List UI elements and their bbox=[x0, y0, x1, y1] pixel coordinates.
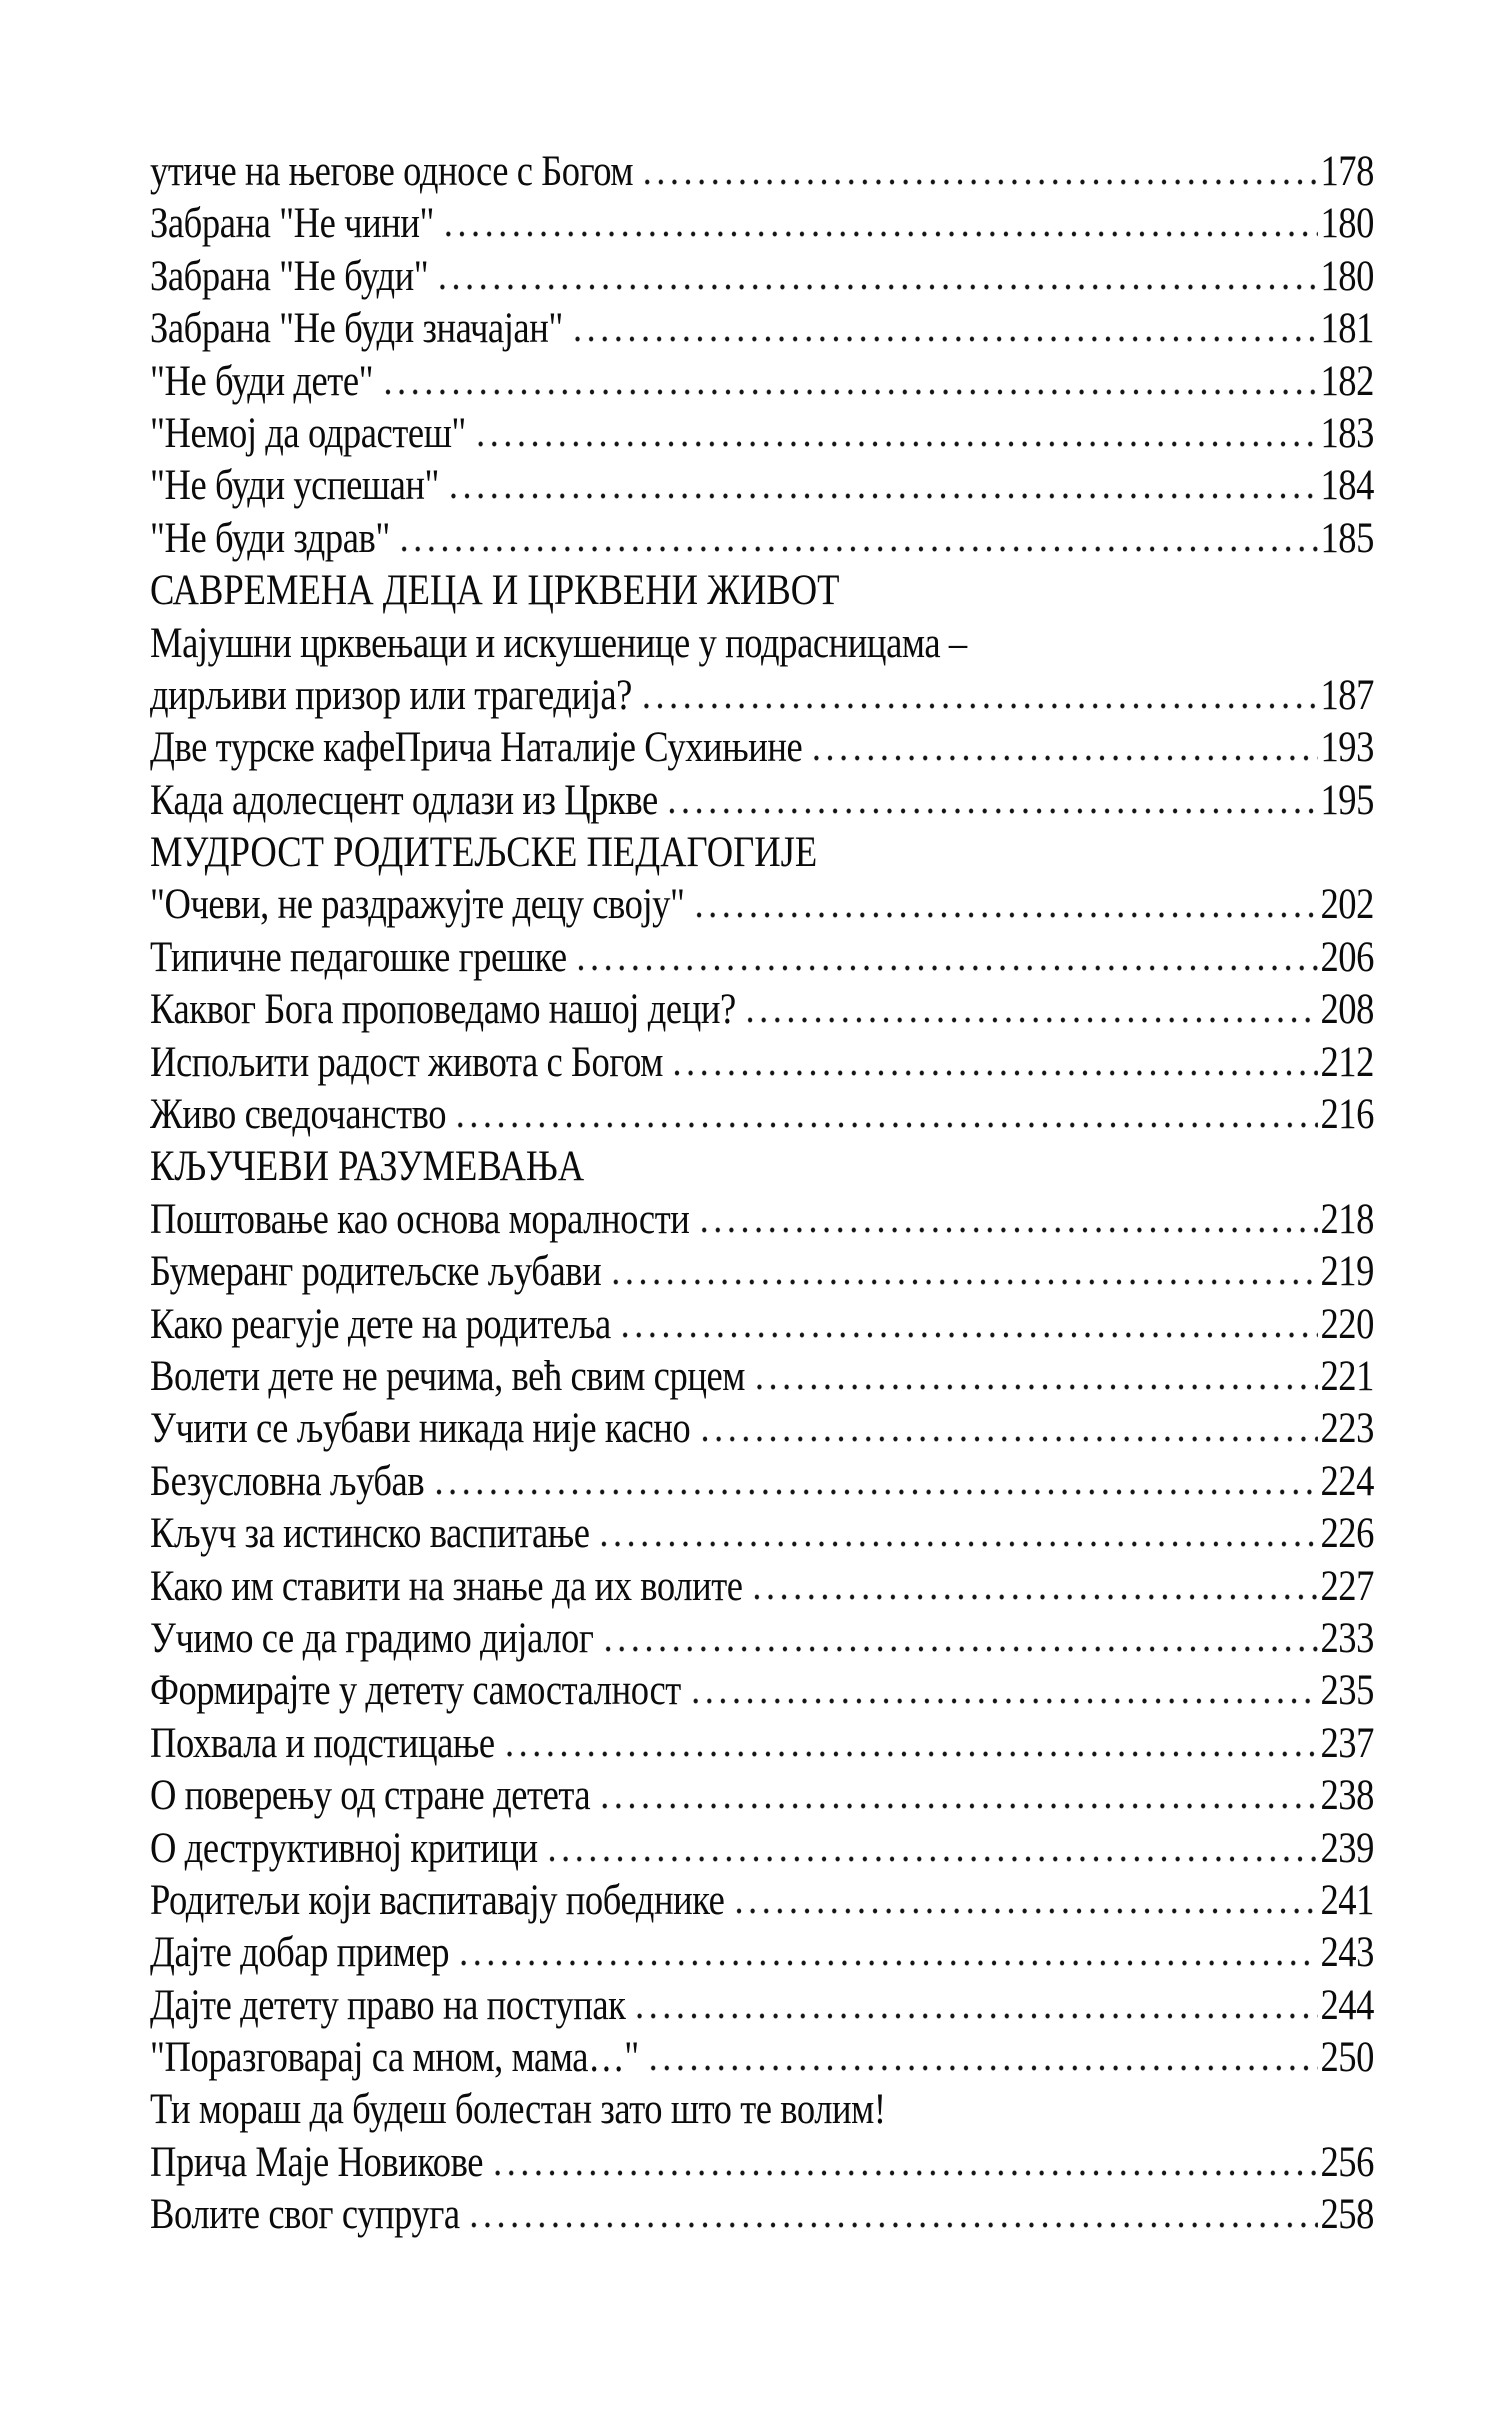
dot-leader bbox=[750, 1591, 1318, 1600]
dot-leader bbox=[641, 176, 1318, 185]
dot-leader bbox=[671, 1067, 1318, 1076]
toc-entry-title: О поверењу од стране детета bbox=[150, 1772, 591, 1820]
toc-entry-page: 216 bbox=[1320, 1091, 1374, 1139]
toc-entry-page: 181 bbox=[1320, 305, 1374, 353]
toc-row bbox=[150, 1089, 1374, 1141]
dot-leader bbox=[454, 1119, 1318, 1128]
dot-leader bbox=[447, 490, 1318, 499]
toc-entry-page: 218 bbox=[1320, 1195, 1374, 1243]
toc-row bbox=[150, 827, 1374, 879]
dot-leader bbox=[574, 962, 1318, 971]
toc-entry-page: 239 bbox=[1320, 1824, 1374, 1872]
toc-entry-title: Кључ за истинско васпитање bbox=[150, 1510, 590, 1558]
toc-entry-title: Забрана "Не буди" bbox=[150, 252, 429, 300]
toc-row bbox=[150, 1299, 1374, 1351]
dot-leader bbox=[502, 1748, 1318, 1757]
dot-leader bbox=[571, 333, 1318, 342]
toc-entry-title: Како им ставити на знање да их волите bbox=[150, 1562, 743, 1610]
toc-row bbox=[150, 565, 1374, 617]
dot-leader bbox=[640, 700, 1318, 709]
dot-leader bbox=[753, 1381, 1318, 1390]
toc-row bbox=[150, 1561, 1374, 1613]
toc-entry-title: "Немој да одрастеш" bbox=[150, 409, 466, 457]
toc-entry-title: Учити се љубави никада није касно bbox=[150, 1405, 691, 1453]
toc-row bbox=[150, 513, 1374, 565]
toc-entry-page: 220 bbox=[1320, 1300, 1374, 1348]
toc-entry-title: Ти мораш да будеш болестан зато што те волим! bbox=[150, 2086, 886, 2134]
toc-entry-title: Родитељи који васпитавају победнике bbox=[150, 1876, 725, 1924]
toc-entry-page: 187 bbox=[1320, 671, 1374, 719]
toc-row bbox=[150, 2032, 1374, 2084]
toc-row bbox=[150, 1875, 1374, 1927]
toc-row bbox=[150, 1823, 1374, 1875]
toc-entry-title: САВРЕМЕНА ДЕЦА И ЦРКВЕНИ ЖИВОТ bbox=[150, 567, 840, 615]
toc-entry-title: Бумеранг родитељске љубави bbox=[150, 1248, 602, 1296]
toc-entry-page: 241 bbox=[1320, 1876, 1374, 1924]
dot-leader bbox=[598, 1800, 1318, 1809]
toc-entry-page: 233 bbox=[1320, 1614, 1374, 1662]
toc-row bbox=[150, 984, 1374, 1036]
toc-entry-page: 183 bbox=[1320, 409, 1374, 457]
toc-row bbox=[150, 722, 1374, 774]
toc-row bbox=[150, 1665, 1374, 1717]
toc-entry-page: 243 bbox=[1320, 1929, 1374, 1977]
toc-entry-page: 206 bbox=[1320, 933, 1374, 981]
toc-entry-page: 226 bbox=[1320, 1510, 1374, 1558]
toc-entry-title: Забрана "Не чини" bbox=[150, 200, 434, 248]
dot-leader bbox=[467, 2219, 1318, 2228]
dot-leader bbox=[432, 1486, 1318, 1495]
toc-entry-title: Похвала и подстицање bbox=[150, 1719, 495, 1767]
toc-entry-page: 258 bbox=[1320, 2191, 1374, 2239]
toc-row bbox=[150, 1194, 1374, 1246]
toc-entry-title: Живо сведочанство bbox=[150, 1091, 447, 1139]
toc-entry-title: Поштовање као основа моралности bbox=[150, 1195, 690, 1243]
toc-entry-page: 182 bbox=[1320, 357, 1374, 405]
toc-entry-title: КЉУЧЕВИ РАЗУМЕВАЊА bbox=[150, 1143, 585, 1191]
dot-leader bbox=[597, 1538, 1318, 1547]
toc-row bbox=[150, 1980, 1374, 2032]
toc-row bbox=[150, 146, 1374, 198]
toc-row bbox=[150, 1927, 1374, 1979]
toc-row bbox=[150, 1246, 1374, 1298]
table-of-contents bbox=[150, 146, 1374, 2242]
toc-entry-title: Формирајте у детету самосталност bbox=[150, 1667, 681, 1715]
toc-entry-page: 184 bbox=[1320, 462, 1374, 510]
toc-entry-title: "Не буди здрав" bbox=[150, 514, 390, 562]
dot-leader bbox=[545, 1853, 1318, 1862]
toc-entry-page: 244 bbox=[1320, 1981, 1374, 2029]
dot-leader bbox=[698, 1433, 1318, 1442]
dot-leader bbox=[646, 2062, 1318, 2071]
toc-entry-page: 180 bbox=[1320, 252, 1374, 300]
toc-entry-title: О деструктивној критици bbox=[150, 1824, 538, 1872]
toc-row bbox=[150, 408, 1374, 460]
toc-row bbox=[150, 1508, 1374, 1560]
toc-row bbox=[150, 1403, 1374, 1455]
toc-entry-title: "Не буди успешан" bbox=[150, 462, 440, 510]
toc-entry-title: "Очеви, не раздражујте децу своју" bbox=[150, 881, 685, 929]
dot-leader bbox=[436, 281, 1318, 290]
toc-row bbox=[150, 251, 1374, 303]
toc-entry-title: Када адолесцент одлази из Цркве bbox=[150, 776, 658, 824]
toc-row bbox=[150, 1141, 1374, 1193]
toc-entry-page: 178 bbox=[1320, 148, 1374, 195]
dot-leader bbox=[601, 1643, 1318, 1652]
dot-leader bbox=[457, 1957, 1318, 1966]
toc-entry-page: 256 bbox=[1320, 2138, 1374, 2186]
dot-leader bbox=[609, 1276, 1318, 1285]
toc-entry-page: 224 bbox=[1320, 1457, 1374, 1505]
toc-row bbox=[150, 1037, 1374, 1089]
toc-entry-title: Забрана "Не буди значајан" bbox=[150, 305, 563, 353]
toc-entry-title: Волите свог супруга bbox=[150, 2191, 460, 2239]
toc-entry-title: "Не буди дете" bbox=[150, 357, 374, 405]
dot-leader bbox=[491, 2167, 1318, 2176]
toc-entry-page: 219 bbox=[1320, 1248, 1374, 1296]
toc-row bbox=[150, 618, 1374, 670]
toc-entry-page: 235 bbox=[1320, 1667, 1374, 1715]
toc-entry-title: утиче на његове односе с Богом bbox=[150, 148, 634, 195]
dot-leader bbox=[743, 1014, 1317, 1023]
toc-entry-title: "Поразговарај са мном, мама…" bbox=[150, 2034, 639, 2082]
dot-leader bbox=[397, 543, 1317, 552]
toc-entry-page: 227 bbox=[1320, 1562, 1374, 1610]
dot-leader bbox=[689, 1695, 1318, 1704]
toc-entry-page: 185 bbox=[1320, 514, 1374, 562]
toc-entry-page: 193 bbox=[1320, 724, 1374, 772]
dot-leader bbox=[618, 1329, 1317, 1338]
toc-entry-title: Мајушни црквењаци и искушенице у подрасницама – bbox=[150, 619, 967, 667]
toc-entry-title: Каквог Бога проповедамо нашој деци? bbox=[150, 986, 736, 1034]
toc-row bbox=[150, 1351, 1374, 1403]
toc-row bbox=[150, 932, 1374, 984]
toc-entry-title: Волети дете не речима, већ свим срцем bbox=[150, 1352, 745, 1400]
toc-row bbox=[150, 1456, 1374, 1508]
dot-leader bbox=[732, 1905, 1318, 1914]
toc-entry-title: дирљиви призор или трагедија? bbox=[150, 671, 632, 719]
toc-entry-page: 212 bbox=[1320, 1038, 1374, 1086]
toc-row bbox=[150, 356, 1374, 408]
dot-leader bbox=[697, 1224, 1318, 1233]
toc-row bbox=[150, 670, 1374, 722]
toc-entry-page: 250 bbox=[1320, 2034, 1374, 2082]
toc-entry-title: Учимо се да градимо дијалог bbox=[150, 1614, 594, 1662]
dot-leader bbox=[665, 805, 1317, 814]
toc-row bbox=[150, 2189, 1374, 2241]
toc-row bbox=[150, 1613, 1374, 1665]
toc-entry-page: 238 bbox=[1320, 1772, 1374, 1820]
toc-entry-page: 208 bbox=[1320, 986, 1374, 1034]
toc-entry-page: 223 bbox=[1320, 1405, 1374, 1453]
toc-entry-title: Испољити радост живота с Богом bbox=[150, 1038, 663, 1086]
toc-entry-title: Дајте детету право на поступак bbox=[150, 1981, 626, 2029]
toc-entry-title: Безусловна љубав bbox=[150, 1457, 425, 1505]
dot-leader bbox=[633, 2010, 1318, 2019]
dot-leader bbox=[442, 228, 1318, 237]
toc-row bbox=[150, 879, 1374, 931]
toc-entry-title: Дајте добар пример bbox=[150, 1929, 450, 1977]
toc-entry-page: 180 bbox=[1320, 200, 1374, 248]
toc-row bbox=[150, 2137, 1374, 2189]
toc-entry-title: Две турске кафеПрича Наталије Сухињине bbox=[150, 724, 803, 772]
toc-row bbox=[150, 775, 1374, 827]
toc-entry-title: Прича Маје Новикове bbox=[150, 2138, 484, 2186]
toc-entry-title: Типичне педагошке грешке bbox=[150, 933, 567, 981]
toc-entry-page: 221 bbox=[1320, 1352, 1374, 1400]
toc-entry-page: 195 bbox=[1320, 776, 1374, 824]
toc-entry-title: МУДРОСТ РОДИТЕЉСКЕ ПЕДАГОГИЈЕ bbox=[150, 829, 818, 877]
toc-row bbox=[150, 303, 1374, 355]
toc-row bbox=[150, 460, 1374, 512]
dot-leader bbox=[381, 386, 1318, 395]
dot-leader bbox=[474, 438, 1318, 447]
toc-entry-page: 202 bbox=[1320, 881, 1374, 929]
toc-row bbox=[150, 198, 1374, 250]
toc-row bbox=[150, 2084, 1374, 2136]
toc-entry-title: Како реагује дете на родитеља bbox=[150, 1300, 611, 1348]
dot-leader bbox=[692, 909, 1318, 918]
toc-row bbox=[150, 1718, 1374, 1770]
toc-entry-page: 237 bbox=[1320, 1719, 1374, 1767]
dot-leader bbox=[810, 752, 1318, 761]
toc-row bbox=[150, 1770, 1374, 1822]
